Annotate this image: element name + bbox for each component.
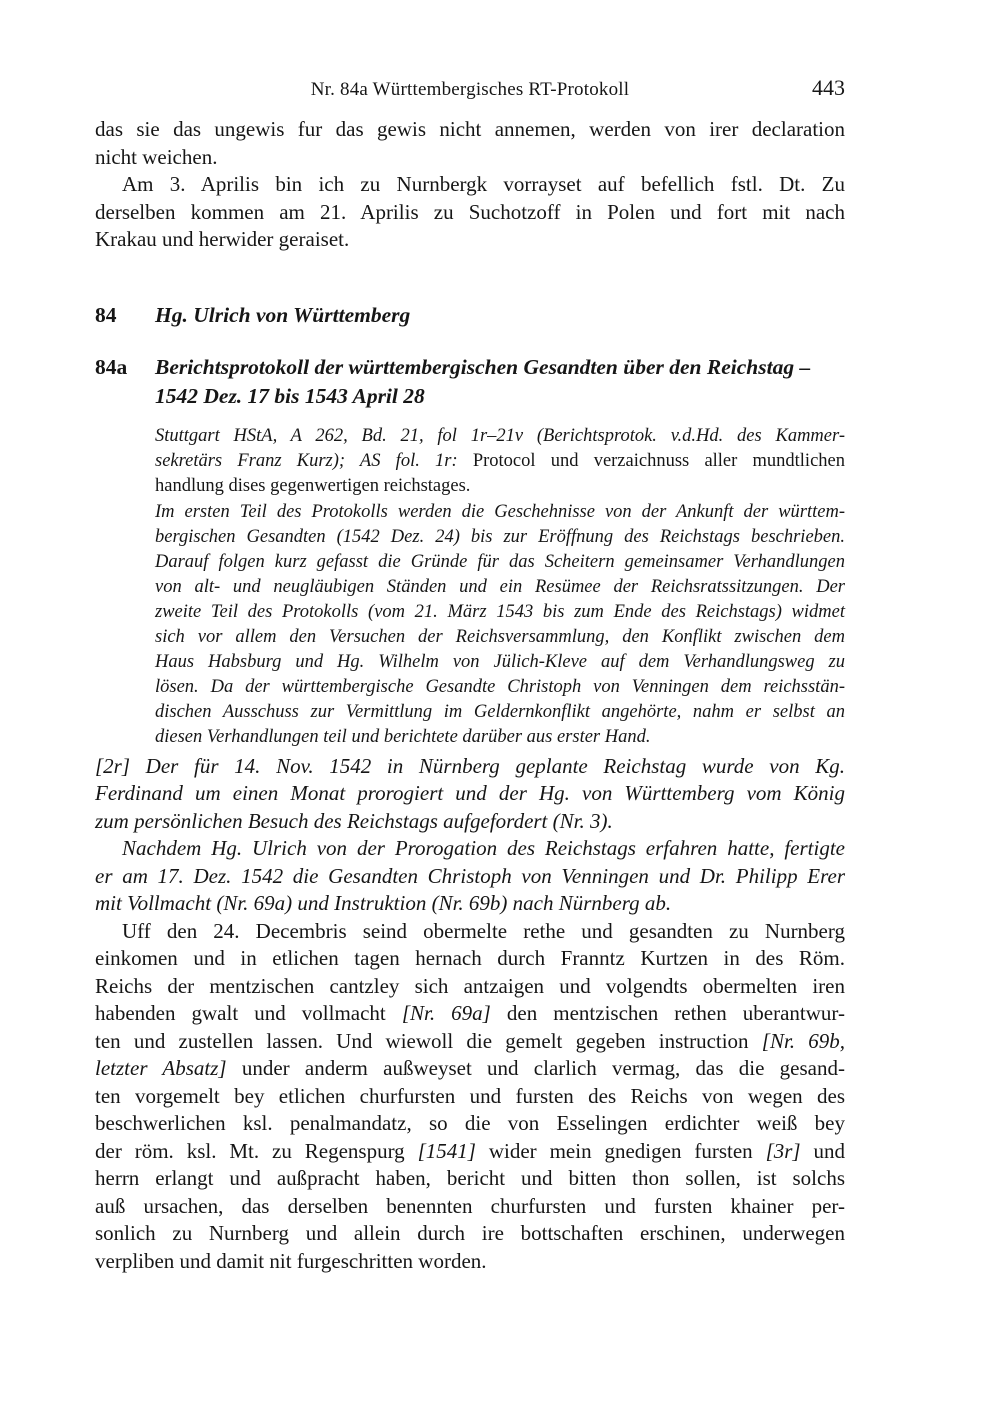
running-head xyxy=(95,75,845,102)
text-segment: [2r] Der für 14. Nov. 1542 in Nürnberg geplante Reichstag wurde von Kg. xyxy=(95,753,845,778)
text-line xyxy=(155,449,845,474)
text-line xyxy=(95,1248,845,1276)
text-line xyxy=(95,1083,845,1111)
section-number: 84 xyxy=(95,302,117,327)
text-segment: under anderm außweyset und clarlich vermag, das die gesand- xyxy=(226,1056,845,1080)
text-line xyxy=(95,835,845,863)
text-line xyxy=(95,116,845,144)
text-line xyxy=(95,1138,845,1166)
text-line xyxy=(95,1220,845,1248)
text-line xyxy=(155,675,845,700)
text-segment: er am 17. Dez. 1542 die Gesandten Christoph von Venningen und Dr. Philipp Erer xyxy=(95,863,845,888)
text-segment: ten und zustellen lassen. Und wiewoll die gemelt gegeben instruction xyxy=(95,1028,762,1053)
text-segment: handlung dises gegenwertigen reichstages. xyxy=(155,475,471,496)
text-segment: Stuttgart HStA, A 262, Bd. 21, fol 1r–21v (Berichtsprotok. v.d.Hd. des Kammer- xyxy=(155,425,845,446)
text-line xyxy=(95,780,845,808)
text-segment: wider mein gnedigen fursten xyxy=(475,1138,766,1163)
text-line xyxy=(155,700,845,725)
text-segment: Reichs der mentzischen cantzley sich antzaigen und volgendts obermelten iren xyxy=(95,973,845,998)
text-line xyxy=(95,199,845,227)
text-segment: habenden gwalt und vollmacht xyxy=(95,1001,402,1025)
text-line xyxy=(95,226,845,254)
running-head-title: Nr. 84a Württembergisches RT-Protokoll xyxy=(310,79,630,100)
regest-paragraph-1 xyxy=(95,753,845,836)
text-line xyxy=(95,171,845,199)
text-segment: herrn erlangt und außpracht haben, bericht und bitten thon sollen, ist solchs xyxy=(95,1166,845,1190)
text-segment: Berichtsprotokoll der württembergischen Gesandten über den Reichstag – xyxy=(155,354,811,379)
text-line xyxy=(95,1028,845,1056)
text-line xyxy=(155,600,845,625)
text-line xyxy=(155,474,845,499)
text-line xyxy=(155,500,845,525)
text-segment: Im ersten Teil des Protokolls werden die Geschehnisse von der Ankunft der württem- xyxy=(155,501,845,522)
text-segment: verpliben und damit nit furgeschritten worden. xyxy=(95,1248,487,1273)
text-line xyxy=(155,301,845,330)
text-segment: [Nr. 69a] xyxy=(401,1001,491,1025)
text-line xyxy=(155,382,845,411)
text-segment: einkomen und in etlichen tagen hernach durch Franntz Kurtzen in des Röm. xyxy=(95,946,845,970)
text-segment: mit Vollmacht (Nr. 69a) und Instruktion (Nr. 69b) nach Nürnberg ab. xyxy=(95,891,672,915)
text-segment: der röm. ksl. Mt. zu Regenspurg xyxy=(95,1138,418,1163)
text-line xyxy=(155,650,845,675)
text-segment: zweite Teil des Protokolls (vom 21. März 1543 bis zum Ende des Reichstags) widmet xyxy=(155,601,845,622)
text-line xyxy=(155,575,845,600)
section-84a-heading xyxy=(95,353,845,411)
text-segment: diesen Verhandlungen teil und berichtete darüber aus erster Hand. xyxy=(155,726,651,747)
text-segment: das sie das ungewis fur das gewis nicht annemen, werden von irer declaration xyxy=(95,117,845,141)
text-segment: auß ursachen, das derselben benennten churfursten und fursten khainer per- xyxy=(95,1193,845,1218)
text-line xyxy=(95,144,845,172)
section-84-heading xyxy=(95,301,845,330)
source-note xyxy=(155,424,845,499)
text-segment: Ferdinand um einen Monat prorogiert und der Hg. von Württemberg vom König xyxy=(95,781,845,805)
text-line xyxy=(155,525,845,550)
editorial-summary xyxy=(155,500,845,750)
text-segment: Am 3. Aprilis bin ich zu Nurnbergk vorrayset auf befellich fstl. Dt. Zu xyxy=(122,172,845,196)
text-line xyxy=(95,1110,845,1138)
text-line xyxy=(95,1193,845,1221)
text-line xyxy=(95,918,845,946)
text-segment: den mentzischen rethen uberantwur- xyxy=(490,1001,845,1025)
text-column xyxy=(95,75,846,1275)
text-segment: Krakau und herwider geraiset. xyxy=(95,227,350,251)
travel-paragraph xyxy=(95,171,845,254)
text-line xyxy=(95,1055,845,1083)
text-segment: [1541] xyxy=(417,1138,476,1163)
text-segment: bergischen Gesandten (1542 Dez. 24) bis zur Eröffnung des Reichstags beschrieben. xyxy=(155,526,845,547)
text-line xyxy=(95,890,845,918)
text-segment: und xyxy=(800,1138,846,1163)
text-line xyxy=(95,945,845,973)
section-number: 84a xyxy=(95,354,128,379)
text-segment: Nachdem Hg. Ulrich von der Prorogation des Reichstags erfahren hatte, fertigte xyxy=(122,836,845,860)
text-segment: Haus Habsburg und Hg. Wilhelm von Jülich-Kleve auf dem Verhandlungsweg zu xyxy=(155,651,845,672)
protocol-paragraph xyxy=(95,918,845,1276)
text-line xyxy=(155,725,845,750)
text-segment: derselben kommen am 21. Aprilis zu Suchotzoff in Polen und fort mit nach xyxy=(95,199,845,224)
text-segment: letzter Absatz] xyxy=(95,1056,227,1080)
text-line xyxy=(155,550,845,575)
text-line xyxy=(95,1000,845,1028)
text-segment: lösen. Da der württembergische Gesandte Christoph von Venningen dem reichsstän- xyxy=(155,676,845,697)
text-segment: Protocol und verzaichnuss aller mundtlichen xyxy=(457,450,845,471)
text-line xyxy=(95,1165,845,1193)
text-line xyxy=(95,808,845,836)
text-line xyxy=(155,625,845,650)
text-line xyxy=(95,973,845,1001)
text-segment: von alt- und neugläubigen Ständen und ein Resümee der Reichsratssitzungen. Der xyxy=(155,576,845,597)
text-segment: Darauf folgen kurz gefasst die Gründe für das Scheitern gemeinsamer Verhandlungen xyxy=(155,551,845,572)
text-segment: [3r] xyxy=(765,1138,801,1163)
page-number: 443 xyxy=(812,75,845,100)
text-segment: [Nr. 69b, xyxy=(761,1028,845,1053)
text-segment: ten vorgemelt bey etlichen churfursten und fursten des Reichs von wegen des xyxy=(95,1083,845,1108)
text-line xyxy=(155,424,845,449)
text-line xyxy=(155,353,845,382)
text-segment: dischen Ausschuss zur Vermittlung im Geldernkonflikt angehörte, nahm er selbst an xyxy=(155,701,845,722)
text-segment: sekretärs Franz Kurz); AS fol. 1r: xyxy=(155,450,458,471)
text-line xyxy=(95,753,845,781)
regest-paragraph-2 xyxy=(95,835,845,918)
text-segment: Hg. Ulrich von Württemberg xyxy=(155,302,411,327)
text-segment: sonlich zu Nurnberg und allein durch ire bottschaften erschinen, underwegen xyxy=(95,1221,845,1245)
text-segment: sich vor allem den Versuchen der Reichsversammlung, den Konflikt zwischen dem xyxy=(155,626,845,647)
document-content xyxy=(95,116,845,1275)
text-segment: beschwerlichen ksl. penalmandatz, so die von Esselingen erdichter weiß bey xyxy=(95,1111,845,1135)
opening-paragraph xyxy=(95,116,845,171)
text-segment: Uff den 24. Decembris seind obermelte rethe und gesandten zu Nurnberg xyxy=(122,918,845,943)
text-segment: 1542 Dez. 17 bis 1543 April 28 xyxy=(155,383,425,408)
text-segment: zum persönlichen Besuch des Reichstags aufgefordert (Nr. 3). xyxy=(95,808,613,833)
text-line xyxy=(95,863,845,891)
text-segment: nicht weichen. xyxy=(95,144,218,169)
